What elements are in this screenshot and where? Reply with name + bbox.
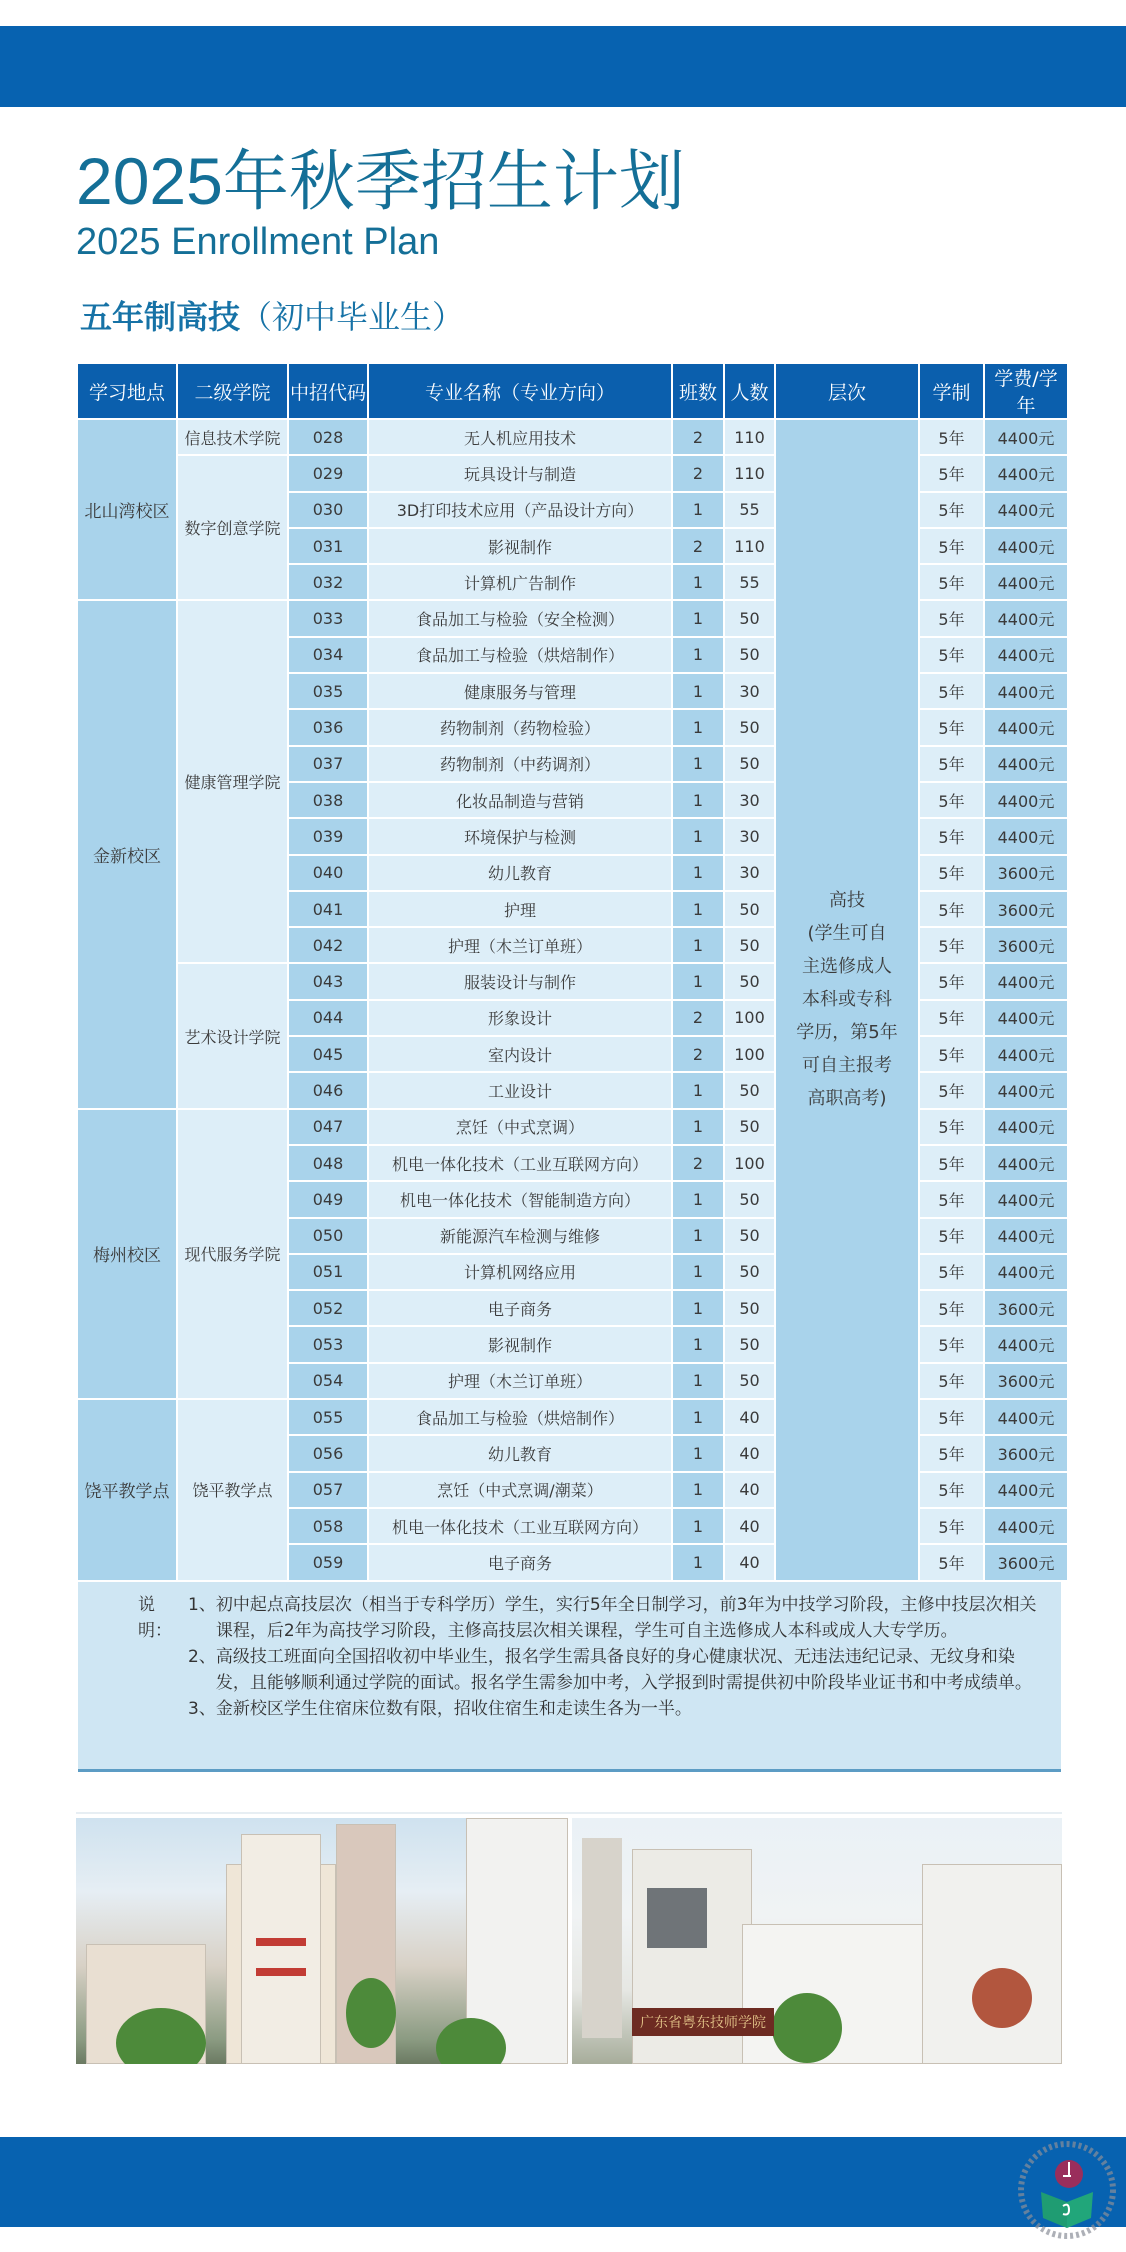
note-text: 初中起点高技层次（相当于专科学历）学生，实行5年全日制学习，前3年为中技学习阶段，主修中技层次相关课程，后2年为高技学习阶段，主修高技层次相关课程，学生可自主选修成人本科或成人大专学历。	[215, 1595, 1037, 1641]
note-number: 2、	[188, 1647, 216, 1667]
years-cell: 5年	[920, 420, 983, 454]
classes-cell: 2	[673, 1037, 723, 1071]
years-cell: 5年	[920, 928, 983, 962]
major-cell: 护理	[369, 892, 671, 926]
students-cell: 55	[725, 565, 774, 599]
code-cell: 031	[289, 529, 367, 563]
major-cell: 机电一体化技术（智能制造方向）	[369, 1182, 671, 1216]
students-cell: 40	[725, 1545, 774, 1579]
years-cell: 5年	[920, 1146, 983, 1180]
page-title-english: 2025 Enrollment Plan	[76, 221, 440, 263]
classes-cell: 1	[673, 1436, 723, 1470]
fee-cell: 4400元	[985, 1219, 1067, 1253]
campus-photo-left	[76, 1818, 568, 2064]
major-cell: 影视制作	[369, 1327, 671, 1361]
years-cell: 5年	[920, 1037, 983, 1071]
major-cell: 形象设计	[369, 1001, 671, 1035]
classes-cell: 1	[673, 710, 723, 744]
level-text-line: 高技	[829, 890, 865, 912]
classes-cell: 2	[673, 456, 723, 490]
note-item	[188, 1644, 1041, 1696]
fee-cell: 4400元	[985, 1110, 1067, 1144]
table-row	[78, 601, 1067, 635]
code-cell: 048	[289, 1146, 367, 1180]
fee-cell: 4400元	[985, 565, 1067, 599]
code-cell: 035	[289, 674, 367, 708]
years-cell: 5年	[920, 1255, 983, 1289]
years-cell: 5年	[920, 1509, 983, 1543]
code-cell: 041	[289, 892, 367, 926]
classes-cell: 1	[673, 1219, 723, 1253]
fee-cell: 3600元	[985, 892, 1067, 926]
classes-cell: 2	[673, 1146, 723, 1180]
years-cell: 5年	[920, 710, 983, 744]
fee-cell: 4400元	[985, 783, 1067, 817]
code-cell: 042	[289, 928, 367, 962]
classes-cell: 2	[673, 1001, 723, 1035]
code-cell: 051	[289, 1255, 367, 1289]
fee-cell: 3600元	[985, 928, 1067, 962]
years-cell: 5年	[920, 783, 983, 817]
classes-cell: 1	[673, 638, 723, 672]
major-cell: 幼儿教育	[369, 1436, 671, 1470]
fee-cell: 3600元	[985, 1364, 1067, 1398]
major-cell: 护理（木兰订单班）	[369, 928, 671, 962]
code-cell: 039	[289, 819, 367, 853]
students-cell: 50	[725, 1327, 774, 1361]
fee-cell: 4400元	[985, 1400, 1067, 1434]
major-cell: 药物制剂（中药调剂）	[369, 747, 671, 781]
major-cell: 食品加工与检验（安全检测）	[369, 601, 671, 635]
students-cell: 100	[725, 1037, 774, 1071]
years-cell: 5年	[920, 964, 983, 998]
college-cell: 数字创意学院	[178, 456, 287, 599]
code-cell: 059	[289, 1545, 367, 1579]
years-cell: 5年	[920, 565, 983, 599]
classes-cell: 1	[673, 964, 723, 998]
years-cell: 5年	[920, 529, 983, 563]
code-cell: 055	[289, 1400, 367, 1434]
years-cell: 5年	[920, 1436, 983, 1470]
students-cell: 50	[725, 1073, 774, 1107]
students-cell: 30	[725, 783, 774, 817]
major-cell: 机电一体化技术（工业互联网方向）	[369, 1146, 671, 1180]
major-cell: 健康服务与管理	[369, 674, 671, 708]
column-header-level: 层次	[776, 364, 918, 418]
classes-cell: 1	[673, 1473, 723, 1507]
fee-cell: 3600元	[985, 856, 1067, 890]
enrollment-table	[78, 362, 1061, 1582]
years-cell: 5年	[920, 819, 983, 853]
students-cell: 50	[725, 710, 774, 744]
students-cell: 40	[725, 1509, 774, 1543]
years-cell: 5年	[920, 1327, 983, 1361]
school-logo-icon	[1013, 2140, 1121, 2244]
column-header-campus: 学习地点	[78, 364, 176, 418]
note-item	[188, 1592, 1041, 1644]
column-header-major: 专业名称（专业方向）	[369, 364, 671, 418]
level-text-line: 可自主报考	[802, 1055, 892, 1077]
years-cell: 5年	[920, 892, 983, 926]
classes-cell: 1	[673, 601, 723, 635]
classes-cell: 1	[673, 928, 723, 962]
years-cell: 5年	[920, 638, 983, 672]
years-cell: 5年	[920, 1219, 983, 1253]
students-cell: 50	[725, 1219, 774, 1253]
major-cell: 3D打印技术应用（产品设计方向）	[369, 493, 671, 527]
classes-cell: 2	[673, 420, 723, 454]
code-cell: 054	[289, 1364, 367, 1398]
fee-cell: 4400元	[985, 601, 1067, 635]
fee-cell: 4400元	[985, 493, 1067, 527]
years-cell: 5年	[920, 1110, 983, 1144]
fee-cell: 4400元	[985, 710, 1067, 744]
students-cell: 40	[725, 1473, 774, 1507]
major-cell: 环境保护与检测	[369, 819, 671, 853]
students-cell: 100	[725, 1146, 774, 1180]
years-cell: 5年	[920, 1073, 983, 1107]
code-cell: 058	[289, 1509, 367, 1543]
column-header-classes: 班数	[673, 364, 723, 418]
fee-cell: 4400元	[985, 1037, 1067, 1071]
major-cell: 计算机网络应用	[369, 1255, 671, 1289]
years-cell: 5年	[920, 1291, 983, 1325]
years-cell: 5年	[920, 674, 983, 708]
students-cell: 110	[725, 529, 774, 563]
major-cell: 食品加工与检验（烘焙制作）	[369, 638, 671, 672]
notes-label: 说明：	[138, 1595, 172, 1641]
classes-cell: 1	[673, 1327, 723, 1361]
college-cell: 艺术设计学院	[178, 964, 287, 1107]
code-cell: 050	[289, 1219, 367, 1253]
level-text-line: 高职高考)	[807, 1088, 887, 1110]
note-item	[188, 1696, 692, 1722]
code-cell: 047	[289, 1110, 367, 1144]
major-cell: 电子商务	[369, 1545, 671, 1579]
students-cell: 50	[725, 638, 774, 672]
classes-cell: 1	[673, 747, 723, 781]
major-cell: 机电一体化技术（工业互联网方向）	[369, 1509, 671, 1543]
fee-cell: 4400元	[985, 456, 1067, 490]
major-cell: 电子商务	[369, 1291, 671, 1325]
students-cell: 50	[725, 1364, 774, 1398]
table-row	[78, 456, 1067, 490]
years-cell: 5年	[920, 1182, 983, 1216]
major-cell: 烹饪（中式烹调）	[369, 1110, 671, 1144]
students-cell: 50	[725, 747, 774, 781]
section-title-note: （初中毕业生）	[240, 298, 465, 336]
students-cell: 50	[725, 601, 774, 635]
years-cell: 5年	[920, 1473, 983, 1507]
years-cell: 5年	[920, 1400, 983, 1434]
section-title	[80, 298, 464, 336]
fee-cell: 4400元	[985, 1255, 1067, 1289]
fee-cell: 4400元	[985, 1182, 1067, 1216]
students-cell: 40	[725, 1436, 774, 1470]
level-text-line: 学历，第5年	[796, 1022, 898, 1044]
column-header-college: 二级学院	[178, 364, 287, 418]
students-cell: 50	[725, 1255, 774, 1289]
code-cell: 032	[289, 565, 367, 599]
college-cell: 健康管理学院	[178, 601, 287, 962]
section-title-main: 五年制高技	[80, 298, 241, 336]
major-cell: 新能源汽车检测与维修	[369, 1219, 671, 1253]
students-cell: 50	[725, 892, 774, 926]
code-cell: 037	[289, 747, 367, 781]
classes-cell: 1	[673, 1545, 723, 1579]
major-cell: 服装设计与制作	[369, 964, 671, 998]
column-header-fee: 学费/学年	[985, 364, 1067, 418]
code-cell: 045	[289, 1037, 367, 1071]
students-cell: 30	[725, 674, 774, 708]
school-sign: 广东省粤东技师学院	[632, 2008, 774, 2036]
campus-cell: 金新校区	[78, 601, 176, 1107]
students-cell: 50	[725, 1110, 774, 1144]
code-cell: 052	[289, 1291, 367, 1325]
level-text-line: 本科或专科	[802, 989, 892, 1011]
fee-cell: 4400元	[985, 674, 1067, 708]
notes-box	[78, 1582, 1061, 1772]
level-text-line: 主选修成人	[802, 956, 892, 978]
code-cell: 056	[289, 1436, 367, 1470]
years-cell: 5年	[920, 1001, 983, 1035]
students-cell: 110	[725, 420, 774, 454]
code-cell: 029	[289, 456, 367, 490]
code-cell: 053	[289, 1327, 367, 1361]
classes-cell: 1	[673, 856, 723, 890]
classes-cell: 1	[673, 1364, 723, 1398]
classes-cell: 2	[673, 529, 723, 563]
major-cell: 影视制作	[369, 529, 671, 563]
classes-cell: 1	[673, 1182, 723, 1216]
classes-cell: 1	[673, 892, 723, 926]
fee-cell: 4400元	[985, 747, 1067, 781]
major-cell: 室内设计	[369, 1037, 671, 1071]
years-cell: 5年	[920, 1545, 983, 1579]
classes-cell: 1	[673, 1509, 723, 1543]
table-row	[78, 964, 1067, 998]
years-cell: 5年	[920, 856, 983, 890]
page-title: 2025年秋季招生计划	[76, 144, 685, 218]
code-cell: 033	[289, 601, 367, 635]
college-cell: 现代服务学院	[178, 1110, 287, 1398]
code-cell: 044	[289, 1001, 367, 1035]
note-text: 高级技工班面向全国招收初中毕业生，报名学生需具备良好的身心健康状况、无违法违纪记录、无纹身和染发，且能够顺利通过学院的面试。报名学生需参加中考，入学报到时需提供初中阶段毕业证书和中考成绩单。	[215, 1647, 1032, 1693]
fee-cell: 4400元	[985, 1001, 1067, 1035]
column-header-code: 中招代码	[289, 364, 367, 418]
students-cell: 110	[725, 456, 774, 490]
table-row	[78, 1110, 1067, 1144]
major-cell: 工业设计	[369, 1073, 671, 1107]
code-cell: 034	[289, 638, 367, 672]
fee-cell: 4400元	[985, 1327, 1067, 1361]
fee-cell: 4400元	[985, 420, 1067, 454]
college-cell: 信息技术学院	[178, 420, 287, 454]
column-header-students: 人数	[725, 364, 774, 418]
campus-cell: 饶平教学点	[78, 1400, 176, 1579]
major-cell: 幼儿教育	[369, 856, 671, 890]
major-cell: 药物制剂（药物检验）	[369, 710, 671, 744]
top-banner	[0, 26, 1126, 107]
level-text-line: (学生可自	[807, 923, 887, 945]
classes-cell: 1	[673, 1073, 723, 1107]
classes-cell: 1	[673, 674, 723, 708]
major-cell: 食品加工与检验（烘焙制作）	[369, 1400, 671, 1434]
note-text: 金新校区学生住宿床位数有限，招收住宿生和走读生各为一半。	[215, 1699, 692, 1719]
students-cell: 50	[725, 964, 774, 998]
fee-cell: 4400元	[985, 1509, 1067, 1543]
major-cell: 计算机广告制作	[369, 565, 671, 599]
major-cell: 护理（木兰订单班）	[369, 1364, 671, 1398]
college-cell: 饶平教学点	[178, 1400, 287, 1579]
fee-cell: 3600元	[985, 1436, 1067, 1470]
fee-cell: 4400元	[985, 819, 1067, 853]
fee-cell: 4400元	[985, 964, 1067, 998]
table-row	[78, 1400, 1067, 1434]
fee-cell: 3600元	[985, 1545, 1067, 1579]
major-cell: 烹饪（中式烹调/潮菜）	[369, 1473, 671, 1507]
major-cell: 玩具设计与制造	[369, 456, 671, 490]
code-cell: 030	[289, 493, 367, 527]
years-cell: 5年	[920, 747, 983, 781]
students-cell: 55	[725, 493, 774, 527]
campus-photo-right	[572, 1818, 1062, 2064]
students-cell: 50	[725, 928, 774, 962]
students-cell: 50	[725, 1291, 774, 1325]
code-cell: 036	[289, 710, 367, 744]
years-cell: 5年	[920, 456, 983, 490]
campus-cell: 北山湾校区	[78, 420, 176, 599]
classes-cell: 1	[673, 1400, 723, 1434]
column-header-years: 学制	[920, 364, 983, 418]
classes-cell: 1	[673, 1110, 723, 1144]
table-header-row	[78, 364, 1067, 418]
code-cell: 028	[289, 420, 367, 454]
code-cell: 038	[289, 783, 367, 817]
classes-cell: 1	[673, 565, 723, 599]
fee-cell: 4400元	[985, 1073, 1067, 1107]
fee-cell: 4400元	[985, 638, 1067, 672]
major-cell: 化妆品制造与营销	[369, 783, 671, 817]
classes-cell: 1	[673, 1291, 723, 1325]
students-cell: 100	[725, 1001, 774, 1035]
level-cell	[776, 420, 918, 1580]
classes-cell: 1	[673, 493, 723, 527]
table-row	[78, 420, 1067, 454]
fee-cell: 4400元	[985, 1146, 1067, 1180]
students-cell: 30	[725, 856, 774, 890]
campus-photos	[76, 1812, 1062, 2062]
code-cell: 049	[289, 1182, 367, 1216]
classes-cell: 1	[673, 1255, 723, 1289]
years-cell: 5年	[920, 601, 983, 635]
code-cell: 046	[289, 1073, 367, 1107]
code-cell: 057	[289, 1473, 367, 1507]
fee-cell: 4400元	[985, 1473, 1067, 1507]
students-cell: 50	[725, 1182, 774, 1216]
bottom-banner	[0, 2137, 1126, 2227]
years-cell: 5年	[920, 1364, 983, 1398]
fee-cell: 4400元	[985, 529, 1067, 563]
classes-cell: 1	[673, 783, 723, 817]
code-cell: 043	[289, 964, 367, 998]
note-number: 3、	[188, 1699, 216, 1719]
code-cell: 040	[289, 856, 367, 890]
years-cell: 5年	[920, 493, 983, 527]
students-cell: 30	[725, 819, 774, 853]
note-number: 1、	[188, 1595, 216, 1615]
fee-cell: 3600元	[985, 1291, 1067, 1325]
classes-cell: 1	[673, 819, 723, 853]
campus-cell: 梅州校区	[78, 1110, 176, 1398]
students-cell: 40	[725, 1400, 774, 1434]
major-cell: 无人机应用技术	[369, 420, 671, 454]
